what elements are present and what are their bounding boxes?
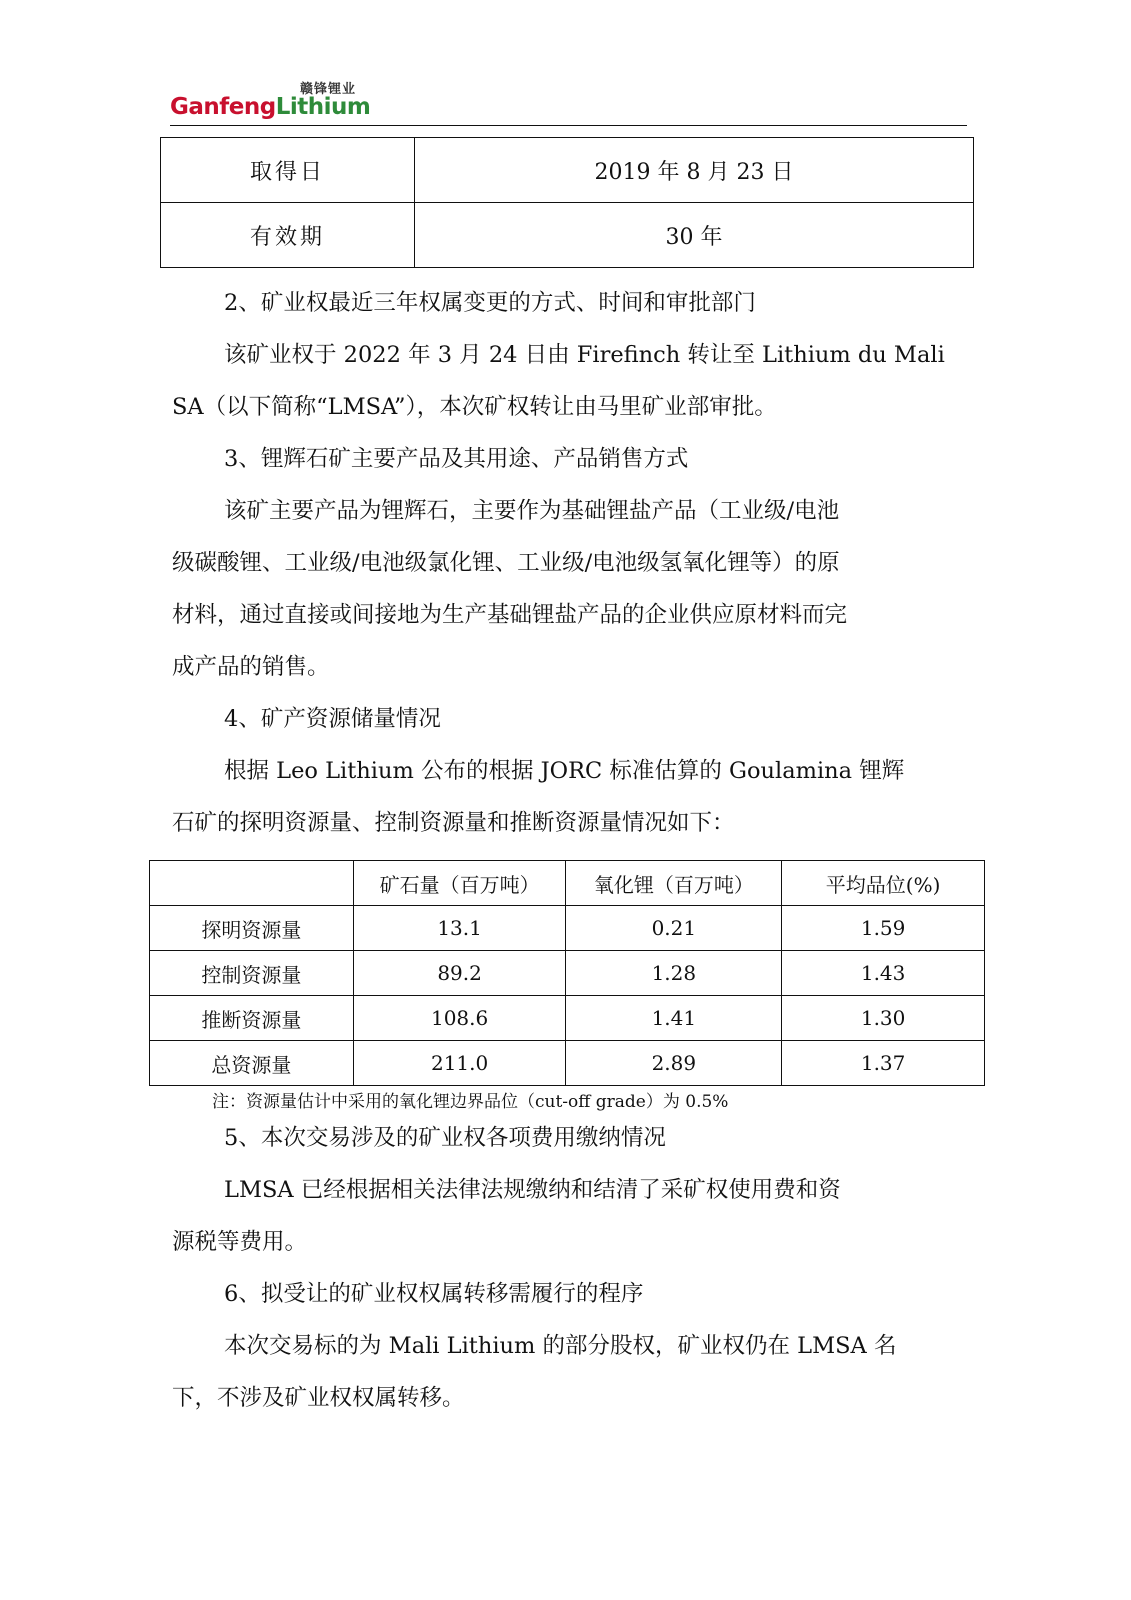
- body-paragraph: 该矿业权于 2022 年 3 月 24 日由 Firefinch 转让至 Lithium du Mali: [224, 342, 945, 368]
- company-logo: [170, 78, 390, 126]
- table-cell: 1.59: [782, 906, 985, 951]
- row-label: 总资源量: [150, 1041, 354, 1086]
- column-header-lithium-oxide: 氧化锂（百万吨）: [566, 861, 782, 906]
- table-cell: 2.89: [566, 1041, 782, 1086]
- table-cell: 1.28: [566, 951, 782, 996]
- row-label: 推断资源量: [150, 996, 354, 1041]
- logo-chinese-name: 赣锋锂业: [300, 82, 357, 97]
- logo-lithium: Lithium: [275, 94, 371, 120]
- body-paragraph: 该矿主要产品为锂辉石，主要作为基础锂盐产品（工业级/电池: [224, 498, 840, 524]
- table-cell: 13.1: [353, 906, 566, 951]
- table-row: [150, 951, 985, 996]
- table-row: [161, 138, 974, 203]
- license-info-table: [160, 137, 974, 268]
- header-divider: [170, 125, 967, 126]
- logo-ganfeng: Ganfeng: [170, 94, 276, 120]
- body-paragraph: 根据 Leo Lithium 公布的根据 JORC 标准估算的 Goulamina 锂辉: [224, 758, 905, 784]
- section-heading-2: 2、矿业权最近三年权属变更的方式、时间和审批部门: [224, 290, 756, 316]
- table-cell: 1.43: [782, 951, 985, 996]
- section-heading-5: 5、本次交易涉及的矿业权各项费用缴纳情况: [224, 1125, 666, 1151]
- column-header-average-grade: 平均品位(%): [782, 861, 985, 906]
- row-label: 控制资源量: [150, 951, 354, 996]
- body-paragraph: 成产品的销售。: [172, 654, 330, 680]
- table-cell: 1.37: [782, 1041, 985, 1086]
- table-row: [161, 203, 974, 268]
- body-paragraph: 下，不涉及矿业权权属转移。: [172, 1385, 465, 1411]
- column-header-ore-tonnage: 矿石量（百万吨）: [353, 861, 566, 906]
- section-heading-6: 6、拟受让的矿业权权属转移需履行的程序: [224, 1281, 644, 1307]
- body-paragraph: LMSA 已经根据相关法律法规缴纳和结清了采矿权使用费和资: [224, 1177, 841, 1203]
- body-paragraph: 本次交易标的为 Mali Lithium 的部分股权，矿业权仍在 LMSA 名: [224, 1333, 897, 1359]
- body-paragraph: 材料，通过直接或间接地为生产基础锂盐产品的企业供应原材料而完: [172, 602, 848, 628]
- table-cell: 1.30: [782, 996, 985, 1041]
- acquisition-date-label: 取得日: [161, 138, 415, 203]
- column-header-blank: [150, 861, 354, 906]
- body-paragraph: 级碳酸锂、工业级/电池级氯化锂、工业级/电池级氢氧化锂等）的原: [172, 550, 840, 576]
- table-cell: 108.6: [353, 996, 566, 1041]
- section-heading-4: 4、矿产资源储量情况: [224, 706, 441, 732]
- table-cell: 1.41: [566, 996, 782, 1041]
- resource-table: [149, 860, 985, 1086]
- table-row: [150, 1041, 985, 1086]
- table-row: [150, 996, 985, 1041]
- body-paragraph: 源税等费用。: [172, 1229, 308, 1255]
- table-row: [150, 906, 985, 951]
- validity-period-label: 有效期: [161, 203, 415, 268]
- table-cell: 89.2: [353, 951, 566, 996]
- validity-period-value: 30 年: [415, 203, 974, 268]
- body-paragraph: SA（以下简称“LMSA”），本次矿权转让由马里矿业部审批。: [172, 394, 777, 420]
- table-footnote: 注：资源量估计中采用的氧化锂边界品位（cut-off grade）为 0.5%: [212, 1092, 729, 1112]
- table-cell: 0.21: [566, 906, 782, 951]
- logo-english-name: [170, 94, 370, 120]
- table-header-row: [150, 861, 985, 906]
- section-heading-3: 3、锂辉石矿主要产品及其用途、产品销售方式: [224, 446, 689, 472]
- table-cell: 211.0: [353, 1041, 566, 1086]
- row-label: 探明资源量: [150, 906, 354, 951]
- body-paragraph: 石矿的探明资源量、控制资源量和推断资源量情况如下：: [172, 810, 735, 836]
- acquisition-date-value: 2019 年 8 月 23 日: [415, 138, 974, 203]
